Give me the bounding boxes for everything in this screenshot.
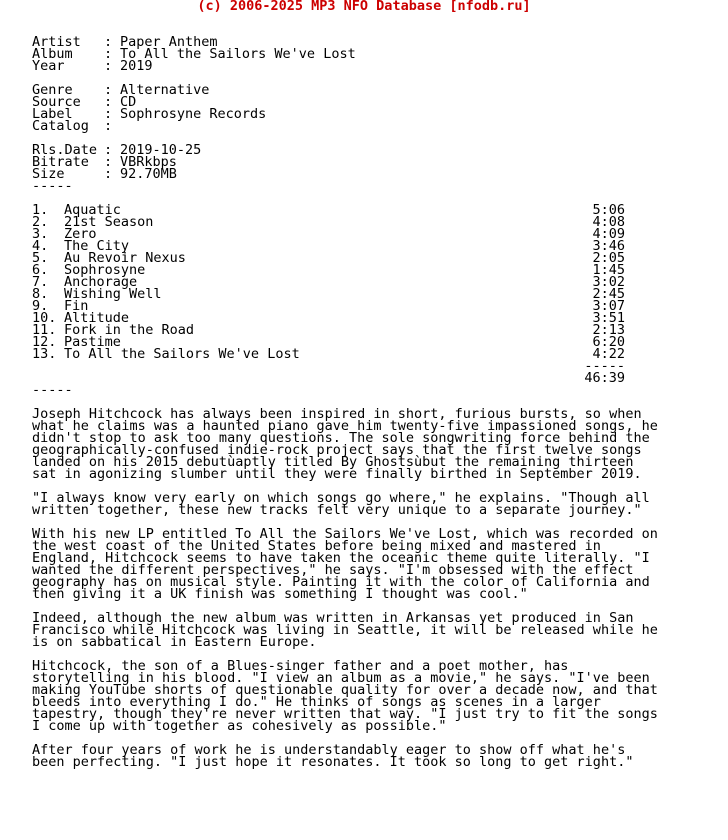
track-duration: 4:08 [592, 214, 625, 230]
info-separator: : [104, 46, 113, 62]
info-separator: : [104, 118, 113, 134]
track-duration: 2:45 [592, 286, 625, 302]
info-row-label [0, 96, 728, 122]
section-rule: ----- [32, 382, 73, 398]
description-line: wanted the different perspectives," he says. "I'm obsessed with the effect [32, 562, 634, 578]
description-line: making YouTube shorts of questionable quality for over a decade now, and that [32, 682, 658, 698]
total-rule: ----- [584, 358, 625, 374]
track-duration: 3:07 [592, 298, 625, 314]
info-value: VBRkbps [120, 154, 177, 170]
info-separator: : [104, 34, 113, 50]
info-label: Size [32, 166, 65, 182]
track-duration: 3:46 [592, 238, 625, 254]
track-duration: 1:45 [592, 262, 625, 278]
track-title: Fin [64, 298, 89, 314]
info-value: 2019-10-25 [120, 142, 202, 158]
track-title: Au Revoir Nexus [64, 250, 186, 266]
info-separator: : [104, 154, 113, 170]
description-line: England, Hitchcock seems to have taken the oceanic theme quite literally. "I [32, 550, 650, 566]
description-line: "I always know very early on which songs go where," he explains. "Though all [32, 490, 650, 506]
track-title: Sophrosyne [64, 262, 146, 278]
description-line: didn't stop to ask too many questions. The sole songwriting force behind the [32, 430, 650, 446]
info-label: Bitrate [32, 154, 89, 170]
total-time: 46:39 [584, 370, 625, 386]
track-title: Wishing Well [64, 286, 162, 302]
track-title: Zero [64, 226, 97, 242]
info-separator: : [104, 94, 113, 110]
description-line: bleeds into everything I do." He thinks of songs as scenes in a larger [32, 694, 601, 710]
info-value: Alternative [120, 82, 210, 98]
track-number: 2. [32, 214, 49, 230]
track-duration: 2:13 [592, 322, 625, 338]
track-number: 12. [32, 334, 57, 350]
track-duration: 5:06 [592, 202, 625, 218]
track-number: 9. [32, 298, 49, 314]
description-line: After four years of work he is understandably eager to show off what he's [32, 742, 626, 758]
info-value: Sophrosyne Records [120, 106, 267, 122]
track-title: Pastime [64, 334, 121, 350]
description-line: written together, these new tracks felt very unique to a separate journey." [32, 502, 642, 518]
description-line: storytelling in his blood. "I view an album as a movie," he says. "I've been [32, 670, 650, 686]
info-value: 2019 [120, 58, 153, 74]
track-number: 10. [32, 310, 57, 326]
track-duration: 4:09 [592, 226, 625, 242]
track-title: Anchorage [64, 274, 138, 290]
track-number: 11. [32, 322, 57, 338]
description-line: geography has on musical style. Painting it with the color of California and [32, 574, 650, 590]
info-label: Catalog [32, 118, 89, 134]
track-duration: 6:20 [592, 334, 625, 350]
description-line: geographically-confused indie-rock project says that the first twelve songs [32, 442, 642, 458]
track-duration: 2:05 [592, 250, 625, 266]
info-label: Album [32, 46, 73, 62]
info-separator: : [104, 142, 113, 158]
description-line: then giving it a UK finish was something I thought was cool." [32, 586, 528, 602]
track-title: Fork in the Road [64, 322, 195, 338]
track-title: 21st Season [64, 214, 154, 230]
track-number: 8. [32, 286, 49, 302]
track-duration: 3:51 [592, 310, 625, 326]
info-value: To All the Sailors We've Lost [120, 46, 356, 62]
description-line: landed on his 2015 debutùaptly titled By Ghostsùbut the remaining thirteen [32, 454, 634, 470]
track-number: 7. [32, 274, 49, 290]
track-number: 3. [32, 226, 49, 242]
description-line: tapestry, though they're never written that way. "I just try to fit the songs [32, 706, 658, 722]
track-number: 6. [32, 262, 49, 278]
info-label: Genre [32, 82, 73, 98]
description-line: what he claims was a haunted piano gave him twenty-five impassioned songs, he [32, 418, 658, 434]
track-duration: 3:02 [592, 274, 625, 290]
track-title: The City [64, 238, 130, 254]
description-line: Hitchcock, the son of a Blues-singer father and a poet mother, has [32, 658, 569, 674]
track-number: 5. [32, 250, 49, 266]
track-title: Altitude [64, 310, 130, 326]
track-duration: 4:22 [592, 346, 625, 362]
description-line: been perfecting. "I just hope it resonates. It took so long to get right." [32, 754, 634, 770]
track-number: 13. [32, 346, 57, 362]
info-label: Artist [32, 34, 81, 50]
info-value: CD [120, 94, 137, 110]
description-line: Joseph Hitchcock has always been inspired in short, furious bursts, so when [32, 406, 642, 422]
description-line: is on sabbatical in Eastern Europe. [32, 634, 317, 650]
info-label: Year [32, 58, 65, 74]
info-label: Source [32, 94, 81, 110]
info-separator: : [104, 106, 113, 122]
description-line: I come up with together as cohesively as possible." [32, 718, 447, 734]
track-number: 1. [32, 202, 49, 218]
info-row-release-date [0, 132, 728, 158]
info-label: Label [32, 106, 73, 122]
description-line: With his new LP entitled To All the Sailors We've Lost, which was recorded on [32, 526, 658, 542]
info-row-album [0, 36, 728, 62]
info-row-genre [0, 72, 728, 98]
info-value: 92.70MB [120, 166, 177, 182]
info-row-year [0, 48, 728, 74]
info-row-size [0, 156, 728, 182]
info-row-source [0, 84, 728, 110]
description-line: the west coast of the United States before being mixed and mastered in [32, 538, 601, 554]
description-line: Francisco while Hitchcock was living in Seattle, it will be released while he [32, 622, 658, 638]
track-number: 4. [32, 238, 49, 254]
track-title: Aquatic [64, 202, 121, 218]
description-line: Indeed, although the new album was written in Arkansas yet produced in San [32, 610, 634, 626]
info-row-artist [0, 24, 728, 50]
info-row-catalog [0, 108, 728, 134]
site-copyright-header: (c) 2006-2025 MP3 NFO Database [nfodb.ru] [197, 0, 531, 14]
info-value: Paper Anthem [120, 34, 218, 50]
info-separator: : [104, 82, 113, 98]
info-label: Rls.Date [32, 142, 98, 158]
description-line: sat in agonizing slumber until they were finally birthed in September 2019. [32, 466, 642, 482]
info-separator: : [104, 58, 113, 74]
section-rule: ----- [32, 178, 73, 194]
info-separator: : [104, 166, 113, 182]
track-title: To All the Sailors We've Lost [64, 346, 300, 362]
info-row-bitrate [0, 144, 728, 170]
